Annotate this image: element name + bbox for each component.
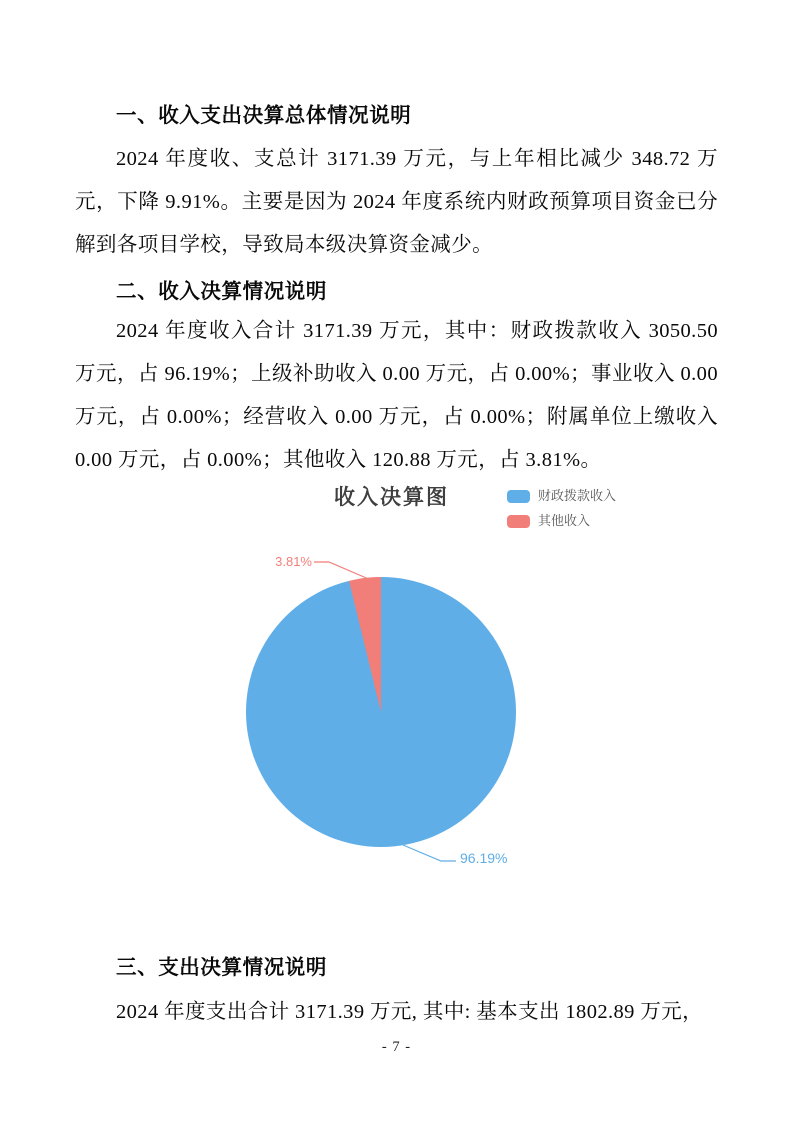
page-number: - 7 - xyxy=(381,1039,412,1055)
leader-line-other-income xyxy=(314,562,371,580)
pie-chart xyxy=(246,577,516,847)
legend-label: 财政拨款收入 xyxy=(538,488,617,503)
section-2-heading: 二、收入决算情况说明 xyxy=(116,281,327,303)
section-1-paragraph: 2024 年度收、支总计 3171.39 万元，与上年相比减少 348.72 万元，下降 9.91%。主要是因为 2024 年度系统内财政预算项目资金已分解到各项目学校，导致局本级决算资金减少。 xyxy=(75,148,718,256)
section-3-paragraph: 2024 年度支出合计 3171.39 万元, 其中: 基本支出 1802.89 万元， xyxy=(116,1001,704,1023)
pie-slice-label-fiscal-income: 96.19% xyxy=(460,850,508,866)
section-2-paragraph: 2024 年度收入合计 3171.39 万元，其中：财政拨款收入 3050.50 万元，占 96.19%；上级补助收入 0.00 万元，占 0.00%；事业收入 0.00 万元，占 0.00%；经营收入 0.00 万元，占 0.00%；附属单位上缴收入 0.00 万元，占 0.00%；其他收入 120.88 万元，占 3.81%。 xyxy=(75,320,718,471)
legend-swatch-icon xyxy=(507,515,530,528)
legend-label: 其他收入 xyxy=(538,513,591,528)
pie-slice-label-other-income: 3.81% xyxy=(275,554,312,569)
section-3-heading: 三、支出决算情况说明 xyxy=(116,957,327,979)
legend-item-fiscal-income xyxy=(507,489,616,503)
chart-legend xyxy=(507,489,616,539)
section-1-heading: 一、收入支出决算总体情况说明 xyxy=(116,105,412,127)
leader-line-fiscal-income xyxy=(403,845,456,861)
chart-title: 收入决算图 xyxy=(334,486,449,509)
legend-swatch-icon xyxy=(507,490,530,503)
legend-item-other-income xyxy=(507,514,616,528)
